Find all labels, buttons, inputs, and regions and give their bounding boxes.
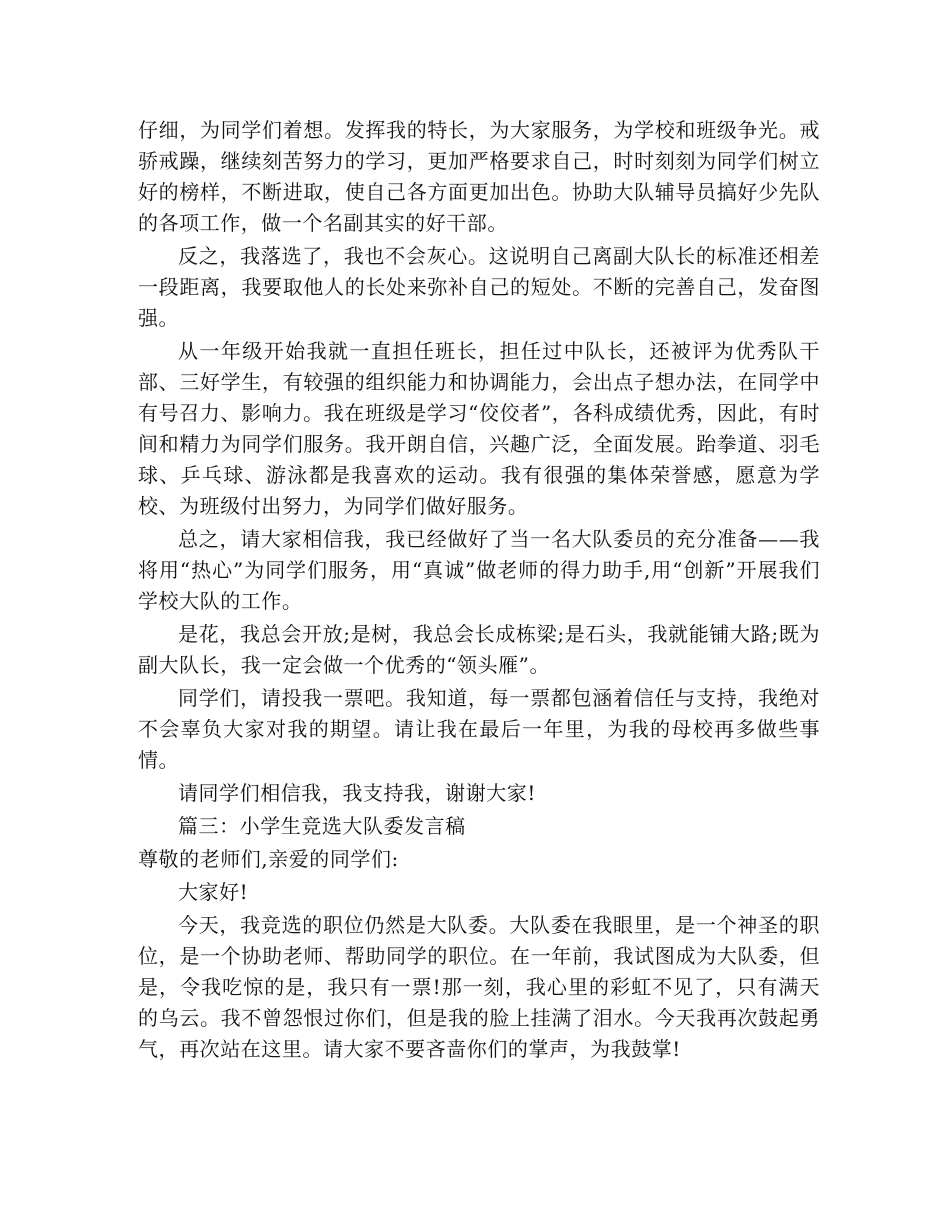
paragraph-5: 是花，我总会开放;是树，我总会长成栋梁;是石头，我就能铺大路;既为副大队长，我一定会做一个优秀的“领头雁”。 <box>138 622 820 677</box>
paragraph-6: 同学们，请投我一票吧。我知道，每一票都包涵着信任与支持，我绝对不会辜负大家对我的期望。请让我在最后一年里，为我的母校再多做些事情。 <box>138 686 820 772</box>
paragraph-3: 从一年级开始我就一直担任班长，担任过中队长，还被评为优秀队干部、三好学生，有较强的组织能力和协调能力，会出点子想办法，在同学中有号召力、影响力。我在班级是学习“佼佼者”，各科成绩优秀，因此，有时间和精力为同学们服务。我开朗自信，兴趣广泛，全面发展。跆拳道、羽毛球、乒乓球、游泳都是我喜欢的运动。我有很强的集体荣誉感，愿意为学校、为班级付出努力，为同学们做好服务。 <box>138 339 820 518</box>
greeting: 大家好! <box>178 880 249 904</box>
salutation: 尊敬的老师们,亲爱的同学们: <box>138 847 399 871</box>
paragraph-11: 今天，我竞选的职位仍然是大队委。大队委在我眼里，是一个神圣的职位，是一个协助老师、帮助同学的职位。在一年前，我试图成为大队委，但是，令我吃惊的是，我只有一票!那一刻，我心里的彩虹不见了，只有满天的乌云。我不曾怨恨过你们，但是我的脸上挂满了泪水。今天我再次鼓起勇气，再次站在这里。请大家不要吝啬你们的掌声，为我鼓掌! <box>138 913 820 1061</box>
paragraph-2: 反之，我落选了，我也不会灰心。这说明自己离副大队长的标准还相差一段距离，我要取他人的长处来弥补自己的短处。不断的完善自己，发奋图强。 <box>138 244 820 330</box>
section-heading: 篇三：小学生竞选大队委发言稿 <box>178 814 466 838</box>
paragraph-7: 请同学们相信我，我支持我，谢谢大家! <box>178 781 536 805</box>
paragraph-1: 仔细，为同学们着想。发挥我的特长，为大家服务，为学校和班级争光。戒骄戒躁，继续刻苦努力的学习，更加严格要求自己，时时刻刻为同学们树立好的榜样，不断进取，使自己各方面更加出色。协助大队辅导员搞好少先队的各项工作，做一个名副其实的好干部。 <box>138 118 820 235</box>
paragraph-4: 总之，请大家相信我，我已经做好了当一名大队委员的充分准备——我将用“热心”为同学们服务，用“真诚”做老师的得力助手,用“创新”开展我们学校大队的工作。 <box>138 527 820 613</box>
document-page <box>138 115 820 1067</box>
